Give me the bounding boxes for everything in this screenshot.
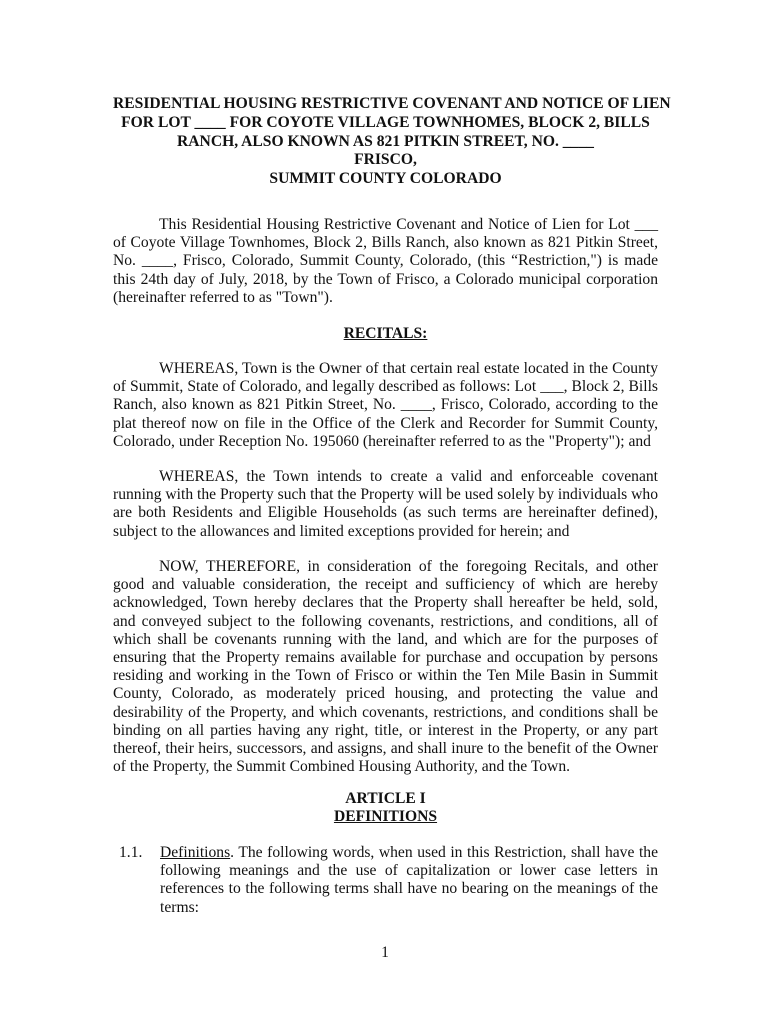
section-1-1: [113, 844, 658, 917]
section-body: [160, 844, 658, 917]
section-term: Definitions: [160, 844, 231, 861]
article-number: ARTICLE I: [345, 790, 426, 807]
recitals-heading: RECITALS:: [343, 325, 428, 342]
title-line-3: RANCH, ALSO KNOWN AS 821 PITKIN STREET, NO. ____: [177, 132, 594, 150]
title-line-5: SUMMIT COUNTY COLORADO: [269, 170, 502, 188]
intro-paragraph: This Residential Housing Restrictive Covenant and Notice of Lien for Lot ___ of Coyote Village Townhomes, Block 2, Bills Ranch, also known as 821 Pitkin Street, No. ____, Frisco, Colorado, Summit County, Colorado, (this “Restriction,") is made this 24th day of July, 2018, by the Town of Frisco, a Colorado municipal corporation (hereinafter referred to as "Town").: [113, 216, 658, 306]
intro-block: [113, 216, 658, 307]
document-title: [113, 95, 671, 189]
recital-block-2: [113, 468, 658, 541]
recital-block-1: [113, 360, 658, 451]
recital-paragraph-3: NOW, THEREFORE, in consideration of the foregoing Recitals, and other good and valuable consideration, the receipt and sufficiency of which are hereby acknowledged, Town hereby declares that the Property shall hereafter be held, sold, and conveyed subject to the following covenants, restrictions, and conditions, all of which shall be covenants running with the land, and which are for the purposes of ensuring that the Property remains available for purchase and occupation by persons residing and working in the Town of Frisco or within the Ten Mile Basin in Summit County, Colorado, as moderately priced housing, and protecting the value and desirability of the Property, and which covenants, restrictions, and conditions shall be binding on all parties having any right, title, or interest in the Property, or any part thereof, their heirs, successors, and assigns, and shall inure to the benefit of the Owner of the Property, the Summit Combined Housing Authority, and the Town.: [113, 558, 658, 776]
title-line-2: FOR LOT ____ FOR COYOTE VILLAGE TOWNHOMES, BLOCK 2, BILLS: [121, 113, 650, 131]
recital-block-3: [113, 558, 658, 776]
title-line-1: RESIDENTIAL HOUSING RESTRICTIVE COVENANT AND NOTICE OF LIEN: [113, 95, 671, 112]
title-line-4: FRISCO,: [354, 151, 417, 169]
article-title: DEFINITIONS: [333, 808, 438, 825]
page-number: 1: [381, 944, 389, 961]
recital-paragraph-1: WHEREAS, Town is the Owner of that certain real estate located in the County of Summit, State of Colorado, and legally described as follows: Lot ___, Block 2, Bills Ranch, also known as 821 Pitkin Street, No. ____, Frisco, Colorado, according to the plat thereof now on file in the Office of the Clerk and Recorder for Summit County, Colorado, under Reception No. 195060 (hereinafter referred to as the "Property"); and: [113, 360, 658, 450]
section-text: . The following words, when used in this Restriction, shall have the following meanings and the use of capitalization or lower case letters in references to the following terms shall have no bearing on the meanings of the terms:: [160, 844, 658, 916]
recital-paragraph-2: WHEREAS, the Town intends to create a valid and enforceable covenant running with the Property such that the Property will be used solely by individuals who are both Residents and Eligible Households (as such terms are hereinafter defined), subject to the allowances and limited exceptions provided for herein; and: [113, 468, 658, 540]
section-number: 1.1.: [119, 844, 143, 861]
